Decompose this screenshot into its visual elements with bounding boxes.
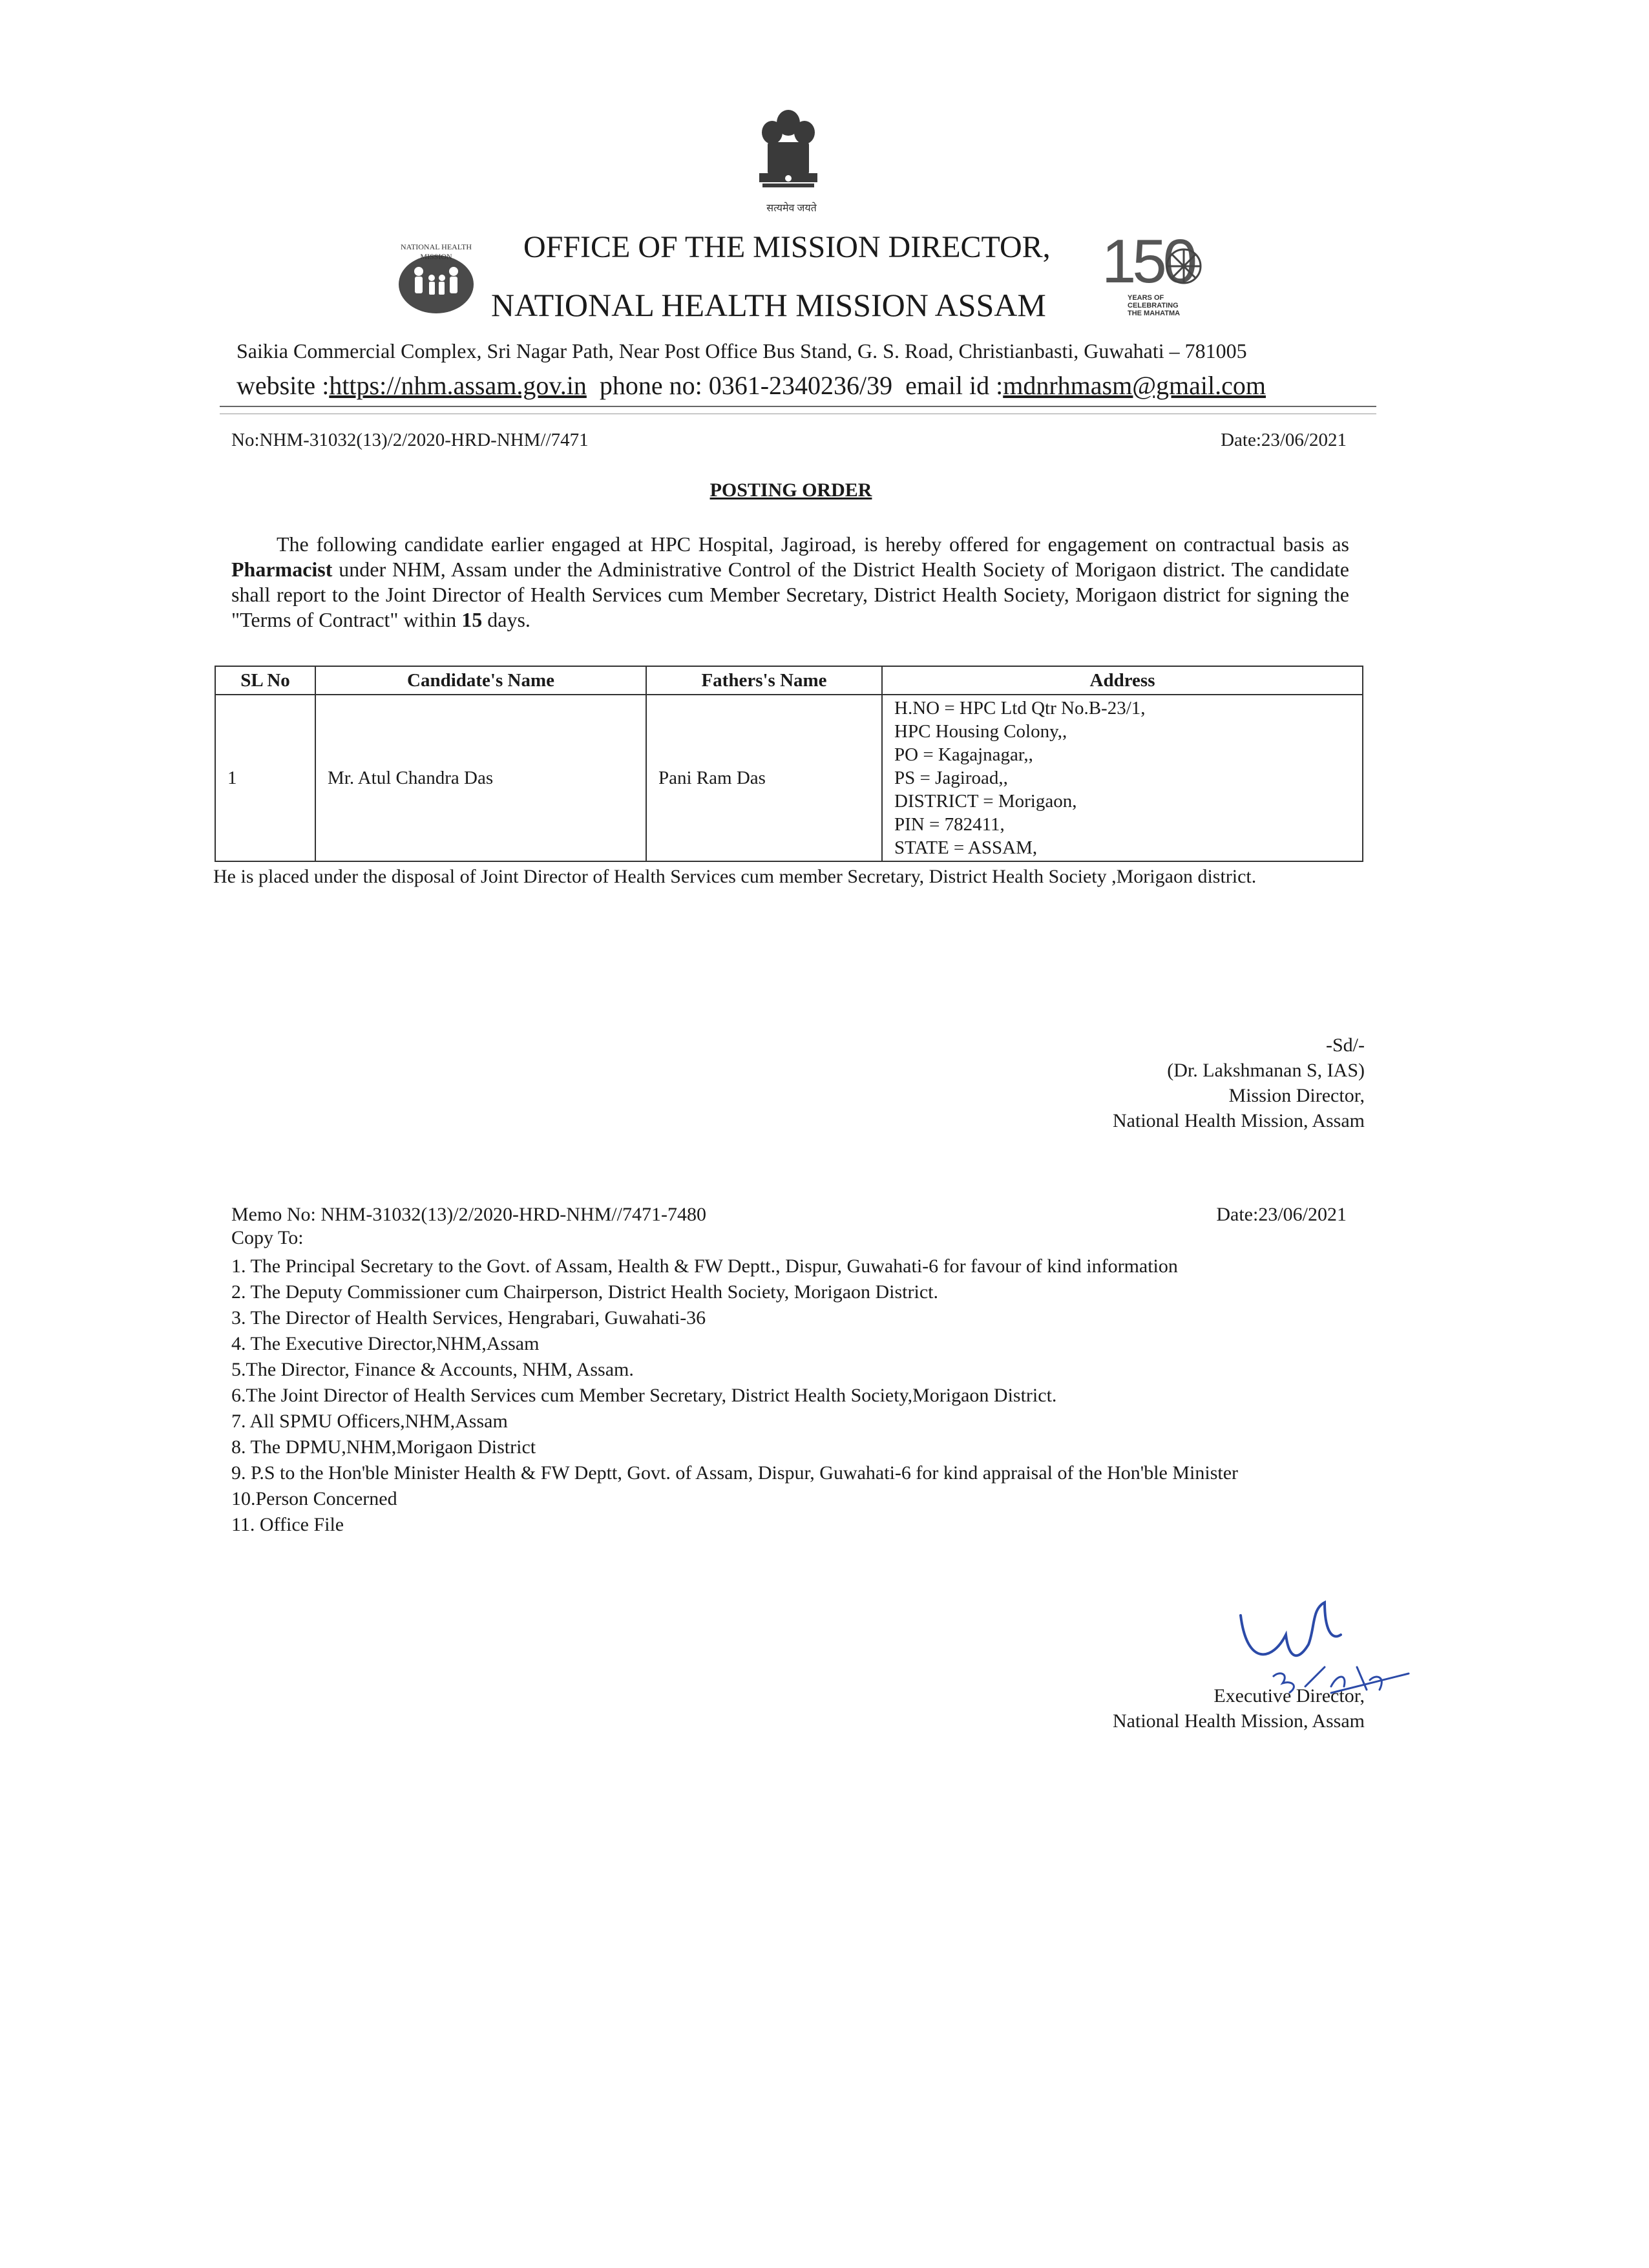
- column-header: Address: [882, 666, 1363, 695]
- state-emblem-icon: [743, 97, 834, 213]
- list-item: 3. The Director of Health Services, Hengrabari, Guwahati-36: [231, 1307, 706, 1328]
- column-header: Fathers's Name: [646, 666, 882, 695]
- table-header-row: [215, 666, 1363, 695]
- phone-label: phone no:: [599, 371, 702, 400]
- signatory-name: (Dr. Lakshmanan S, IAS): [1167, 1060, 1365, 1081]
- reference-number: No:NHM-31032(13)/2/2020-HRD-NHM//7471: [231, 430, 589, 450]
- list-item: 11. Office File: [231, 1514, 344, 1535]
- list-item: 2. The Deputy Commissioner cum Chairperson, District Health Society, Morigaon District.: [231, 1281, 938, 1303]
- emblem-motto: सत्यमेव जयते: [766, 203, 817, 214]
- sd-mark: -Sd/-: [1326, 1034, 1365, 1056]
- memo-number: Memo No: NHM-31032(13)/2/2020-HRD-NHM//7471-7480: [231, 1204, 706, 1225]
- signatory-organization: National Health Mission, Assam: [1113, 1110, 1365, 1131]
- memo-date: Date:23/06/2021: [1216, 1204, 1347, 1225]
- contact-line: [236, 370, 1266, 401]
- document-title: POSTING ORDER: [709, 479, 872, 501]
- candidate-name: Mr. Atul Chandra Das: [315, 695, 646, 861]
- list-item: 10.Person Concerned: [231, 1488, 397, 1509]
- signatory-block-mission-director: [1113, 1033, 1365, 1133]
- signatory-block-executive-director: [1113, 1683, 1365, 1734]
- order-paragraph: The following candidate earlier engaged at HPC Hospital, Jagiroad, is hereby offered for engagement on contractual basis as Pharmacist under NHM, Assam under the Administrative Control of the District Health Society of Morigaon district. The candidate shall report to the Joint Director of Health Services cum Member Secretary, District Health Society, Morigaon district for signing the "Terms of Contract" within 15 days.: [231, 532, 1349, 631]
- table-row: [215, 695, 1363, 861]
- list-item: 6.The Joint Director of Health Services cum Member Secretary, District Health Society,Morigaon District.: [231, 1385, 1057, 1406]
- website-label: website :: [236, 371, 330, 400]
- order-date: Date:23/06/2021: [1221, 430, 1347, 450]
- office-title: OFFICE OF THE MISSION DIRECTOR,: [523, 230, 1051, 264]
- list-item: 9. P.S to the Hon'ble Minister Health & FW Deptt, Govt. of Assam, Dispur, Guwahati-6 for kind appraisal of the Hon'ble Minister: [231, 1462, 1239, 1484]
- candidate-address: H.NO = HPC Ltd Qtr No.B-23/1, HPC Housing Colony,, PO = Kagajnagar,, PS = Jagiroad,, DISTRICT = Morigaon, PIN = 782411, STATE = ASSAM,: [882, 695, 1363, 861]
- signatory-designation: Executive Director,: [1213, 1685, 1365, 1706]
- list-item: 7. All SPMU Officers,NHM,Assam: [231, 1411, 508, 1432]
- signatory-designation: Mission Director,: [1228, 1085, 1365, 1106]
- phone-number: 0361-2340236/39: [708, 371, 893, 400]
- placement-note: He is placed under the disposal of Joint Director of Health Services cum member Secretary, District Health Society ,Morigaon district.: [213, 866, 1257, 887]
- signatory-organization: National Health Mission, Assam: [1113, 1710, 1365, 1732]
- list-item: 4. The Executive Director,NHM,Assam: [231, 1333, 540, 1354]
- list-item: 5.The Director, Finance & Accounts, NHM, Assam.: [231, 1359, 634, 1380]
- list-item: 8. The DPMU,NHM,Morigaon District: [231, 1436, 536, 1458]
- nhm-logo-text: NATIONAL HEALTH MISSION: [400, 242, 472, 261]
- gandhi-150-number: 150: [1102, 227, 1194, 296]
- post-name: Pharmacist: [231, 558, 333, 581]
- email-link[interactable]: mdnrhmasm@gmail.com: [1003, 371, 1266, 400]
- gandhi-150-caption: YEARS OF CELEBRATING THE MAHATMA: [1128, 294, 1181, 317]
- column-header: Candidate's Name: [315, 666, 646, 695]
- website-link[interactable]: https://nhm.assam.gov.in: [329, 371, 587, 400]
- office-address: Saikia Commercial Complex, Sri Nagar Path, Near Post Office Bus Stand, G. S. Road, Christianbasti, Guwahati – 781005: [236, 339, 1247, 362]
- organization-title: NATIONAL HEALTH MISSION ASSAM: [491, 287, 1046, 323]
- column-header: SL No: [215, 666, 315, 695]
- report-days: 15: [461, 608, 483, 631]
- header-divider: [220, 406, 1376, 407]
- candidate-table: [215, 666, 1363, 862]
- copy-to-label: Copy To:: [231, 1227, 304, 1248]
- email-label: email id :: [905, 371, 1003, 400]
- sl-number: 1: [215, 695, 315, 861]
- copy-to-list: [231, 1254, 1349, 1538]
- list-item: 1. The Principal Secretary to the Govt. of Assam, Health & FW Deptt., Dispur, Guwahati-6 for favour of kind information: [231, 1255, 1178, 1277]
- father-name: Pani Ram Das: [646, 695, 882, 861]
